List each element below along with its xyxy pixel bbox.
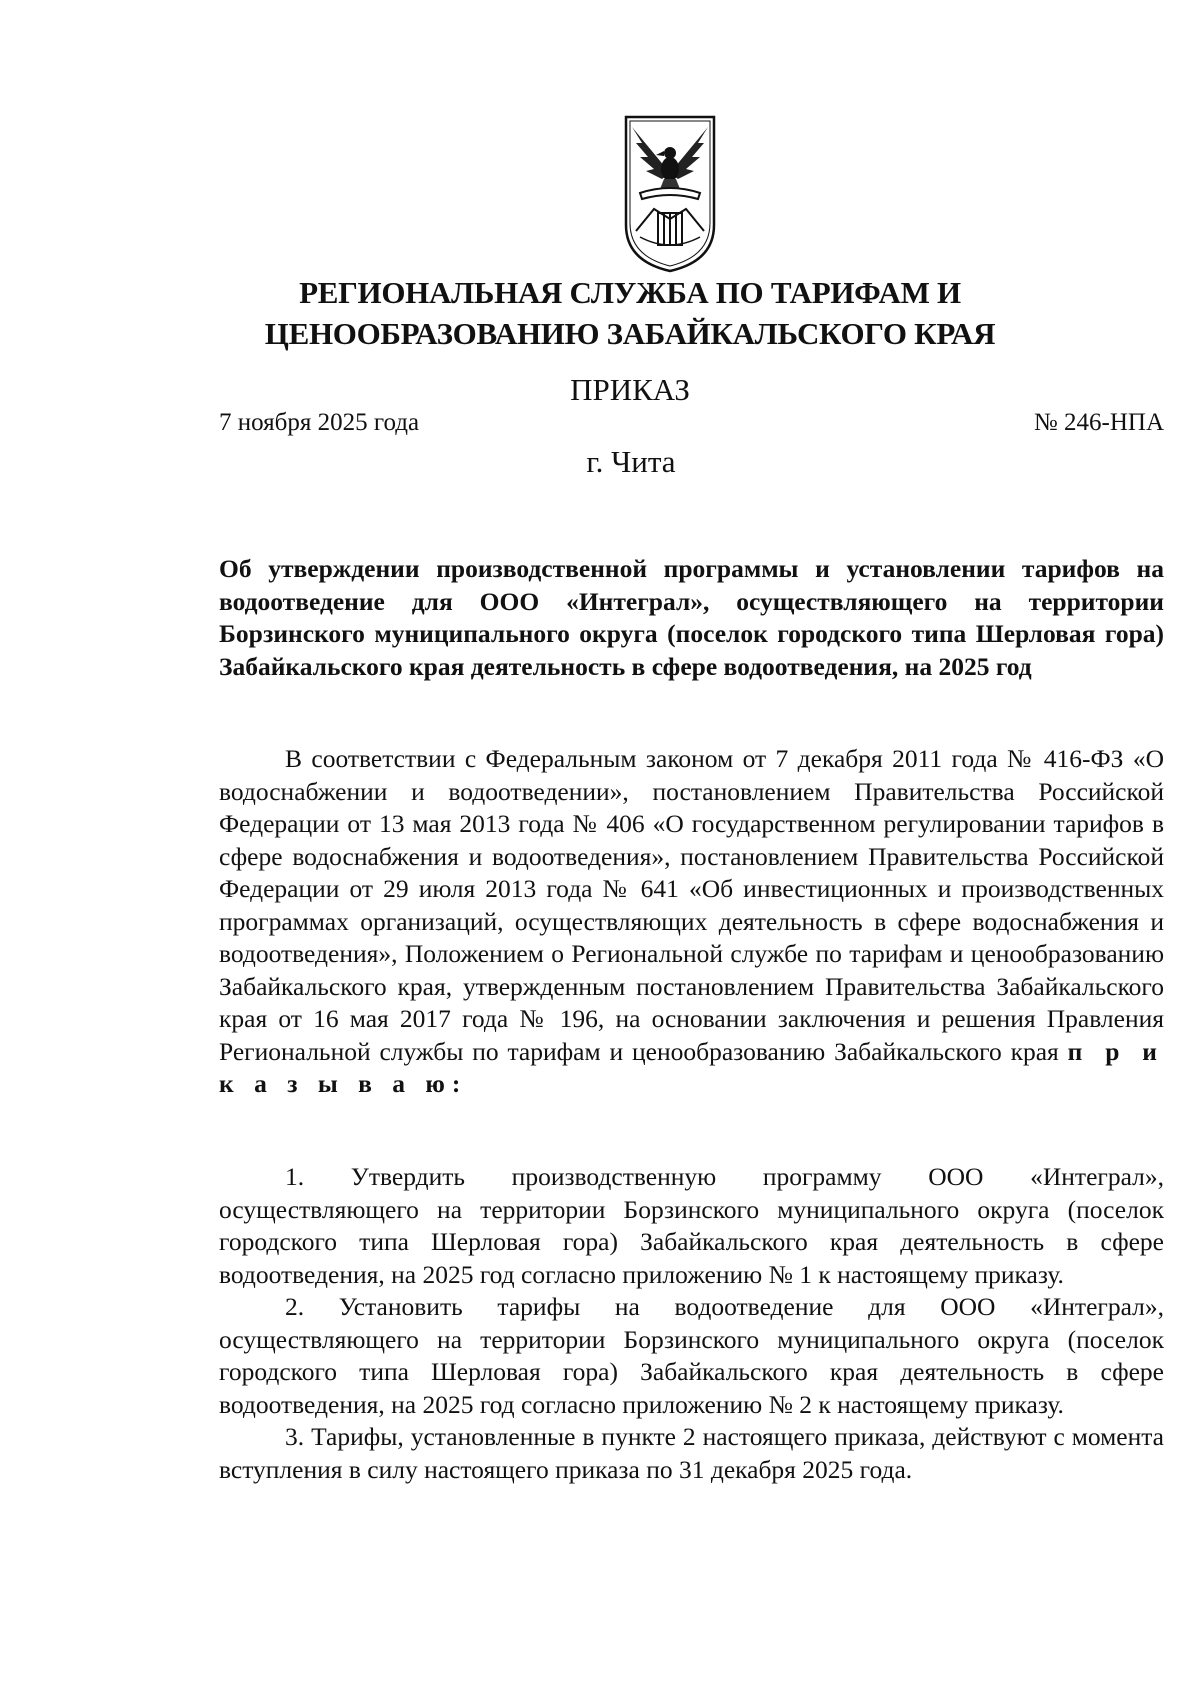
preamble-paragraph [219,743,1164,1101]
organization-title-line-1: РЕГИОНАЛЬНАЯ СЛУЖБА ПО ТАРИФАМ И [299,275,961,310]
order-item-2: 2. Установить тарифы на водоотведение для ООО «Интеграл», осуществляющего на территории Борзинского муниципального округа (поселок городского типа Шерловая гора) Забайкальского края деятельность в сфере водоотведения, на 2025 год согласно приложению № 2 к настоящему приказу. [219,1292,1164,1419]
organization-title-line-2: ЦЕНООБРАЗОВАНИЮ ЗАБАЙКАЛЬСКОГО КРАЯ [264,316,996,351]
document-number: № 246-НПА [1033,409,1164,436]
document-city: г. Чита [586,444,676,479]
order-item-3: 3. Тарифы, установленные в пункте 2 настоящего приказа, действуют с момента вступления в силу настоящего приказа по 31 декабря 2025 года. [219,1422,1164,1484]
order-items [219,1161,1164,1486]
preamble-text: В соответствии с Федеральным законом от 7 декабря 2011 года № 416-ФЗ «О водоснабжении и водоотведении», постановлением Правительства Российской Федерации от 13 мая 2013 года № 406 «О государственном регулировании тарифов в сфере водоснабжения и водоотведения», постановлением Правительства Российской Федерации от 29 июля 2013 года № 641 «Об инвестиционных и производственных программах организаций, осуществляющих деятельность в сфере водоснабжения и водоотведения», Положением о Региональной службе по тарифам и ценообразованию Забайкальского края, утвержденным постановлением Правительства Забайкальского края от 16 мая 2017 года № 196, на основании заключения и решения Правления Региональной службы по тарифам и ценообразованию Забайкальского края [219,744,1164,1066]
document-type: ПРИКАЗ [570,372,690,407]
coat-of-arms-icon [620,113,720,273]
organization-title [220,272,1040,354]
order-word: п р и к а з ы в а ю: [219,1036,1164,1098]
document-subject: Об утверждении производственной программы и установлении тарифов на водоотведение для ООО «Интеграл», осуществляющего на территории Борзинского муниципального округа (поселок городского типа Шерловая гора) Забайкальского края деятельность в сфере водоотведения, на 2025 год [219,554,1164,681]
order-item-1: 1. Утвердить производственную программу ООО «Интеграл», осуществляющего на территории Борзинского муниципального округа (поселок городского типа Шерловая гора) Забайкальского края деятельность в сфере водоотведения, на 2025 год согласно приложению № 1 к настоящему приказу. [219,1162,1164,1289]
document-date: 7 ноября 2025 года [219,409,420,436]
